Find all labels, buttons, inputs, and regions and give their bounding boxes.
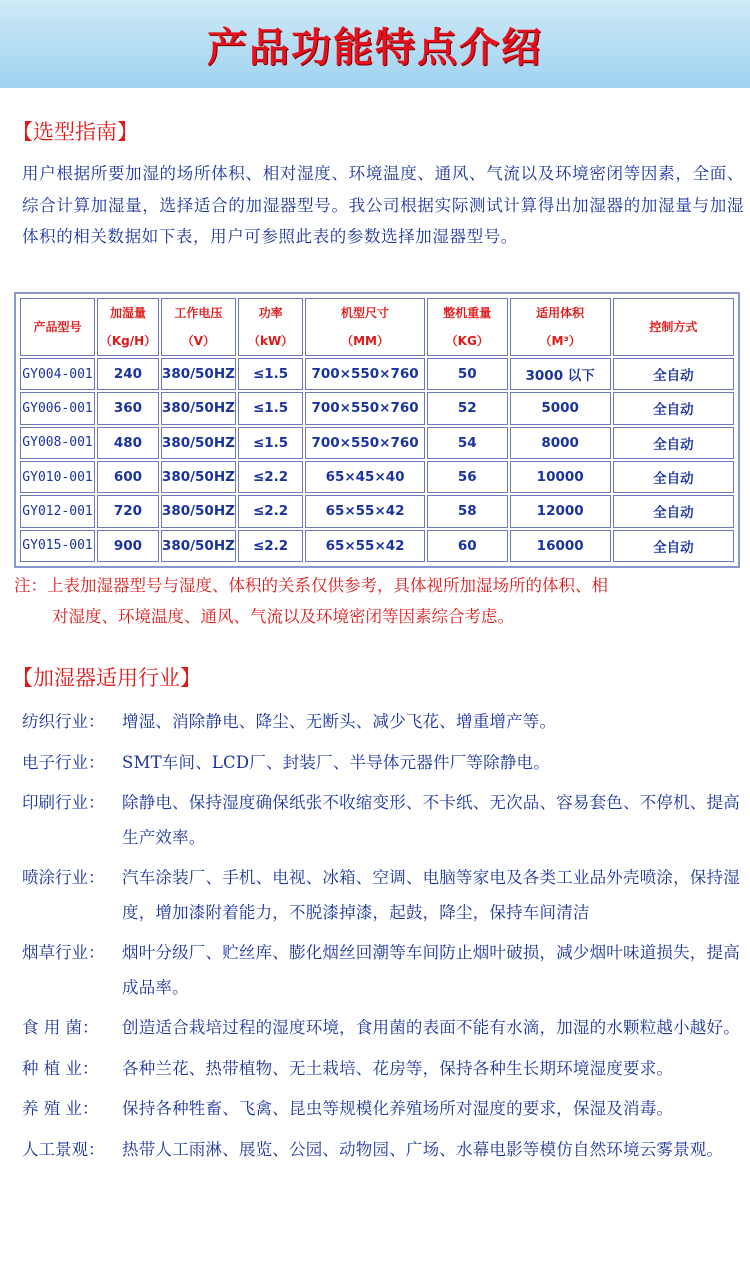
table-cell: 480 xyxy=(97,427,159,459)
table-note xyxy=(14,570,740,632)
table-header-cell xyxy=(238,298,303,356)
industry-label: 烟草行业： xyxy=(22,943,105,962)
table-cell: 720 xyxy=(97,495,159,527)
table-cell: 65×55×42 xyxy=(305,530,425,562)
table-cell: 360 xyxy=(97,392,159,424)
note-line-2: 对湿度、环境温度、通风、气流以及环境密闭等因素综合考虑。 xyxy=(52,607,514,626)
table-cell: ≤1.5 xyxy=(238,392,303,424)
table-cell: 全自动 xyxy=(613,392,734,424)
header-unit: （MM） xyxy=(341,334,389,348)
industry-item xyxy=(22,861,744,930)
table-row xyxy=(20,530,734,562)
table-header-cell xyxy=(510,298,611,356)
table-cell: 52 xyxy=(427,392,508,424)
table-cell: ≤1.5 xyxy=(238,427,303,459)
selection-guide-intro: 用户根据所要加湿的场所体积、相对湿度、环境温度、通风、气流以及环境密闭等因素，全面、综合计算加湿量，选择适合的加湿器型号。我公司根据实际测试计算得出加湿器的加湿量与加湿体积的相关数据如下表，用户可参照此表的参数选择加湿器型号。 xyxy=(22,164,744,246)
industry-label: 喷涂行业： xyxy=(22,868,105,887)
banner-title: 产品功能特点介绍 xyxy=(207,25,543,71)
table-cell: GY015-001 xyxy=(20,530,95,562)
table-row xyxy=(20,495,734,527)
header-label: 工作电压 xyxy=(174,306,223,320)
table-cell: 240 xyxy=(97,358,159,390)
header-unit: （KG） xyxy=(445,334,489,348)
table-cell: GY004-001 xyxy=(20,358,95,390)
table-cell: GY010-001 xyxy=(20,461,95,493)
industry-label: 电子行业： xyxy=(22,752,105,772)
table-cell: 900 xyxy=(97,530,159,562)
industry-item xyxy=(22,746,744,781)
table-header-row xyxy=(20,298,734,356)
industry-description: SMT车间、LCD厂、封装厂、半导体元器件厂等除静电。 xyxy=(122,752,550,772)
industries-heading: 【加湿器适用行业】 xyxy=(12,666,201,690)
industry-description: 热带人工雨淋、展览、公园、动物园、广场、水幕电影等模仿自然环境云雾景观。 xyxy=(122,1139,724,1159)
industry-item xyxy=(22,1011,744,1046)
header-unit: （M³） xyxy=(539,334,581,348)
industry-description: 创造适合栽培过程的湿度环境，食用菌的表面不能有水滴，加湿的水颗粒越小越好。 xyxy=(122,1018,740,1037)
table-header-cell xyxy=(161,298,236,356)
table-cell: 380/50HZ xyxy=(161,495,236,527)
table-cell: ≤1.5 xyxy=(238,358,303,390)
table-cell: ≤2.2 xyxy=(238,461,303,493)
table-row xyxy=(20,392,734,424)
table-cell: ≤2.2 xyxy=(238,495,303,527)
industry-list xyxy=(22,705,744,1173)
industry-description: 汽车涂装厂、手机、电视、冰箱、空调、电脑等家电及各类工业品外壳喷涂，保持湿度，增加漆附着能力，不脱漆掉漆，起鼓，降尘，保持车间清洁 xyxy=(122,868,740,922)
header-label: 整机重量 xyxy=(443,306,492,320)
table-cell: GY008-001 xyxy=(20,427,95,459)
industry-item xyxy=(22,936,744,1005)
spec-table-frame xyxy=(14,292,740,568)
table-cell: 全自动 xyxy=(613,530,734,562)
industry-label: 印刷行业： xyxy=(22,793,105,812)
table-header-cell xyxy=(20,298,95,356)
table-cell: 58 xyxy=(427,495,508,527)
table-cell: 12000 xyxy=(510,495,611,527)
table-cell: GY012-001 xyxy=(20,495,95,527)
header-unit: （Kg/H） xyxy=(99,334,157,348)
table-cell: 10000 xyxy=(510,461,611,493)
table-header-cell xyxy=(305,298,425,356)
header-label: 适用体积 xyxy=(536,306,585,320)
table-cell: 全自动 xyxy=(613,495,734,527)
industry-description: 增湿、消除静电、降尘、无断头、减少飞花、增重增产等。 xyxy=(122,712,557,731)
industry-item xyxy=(22,786,744,855)
table-row xyxy=(20,461,734,493)
industry-label: 养 殖 业： xyxy=(22,1099,99,1118)
table-cell: 全自动 xyxy=(613,427,734,459)
industry-item xyxy=(22,1092,744,1127)
industry-label: 种 植 业： xyxy=(22,1058,99,1078)
table-cell: 全自动 xyxy=(613,358,734,390)
table-cell: 54 xyxy=(427,427,508,459)
table-cell: 3000 以下 xyxy=(510,358,611,390)
spec-table xyxy=(18,296,736,564)
table-cell: 16000 xyxy=(510,530,611,562)
header-unit: （kW） xyxy=(247,334,294,348)
industry-label: 纺织行业： xyxy=(22,712,105,731)
table-cell: 700×550×760 xyxy=(305,392,425,424)
table-cell: 65×45×40 xyxy=(305,461,425,493)
header-label: 功率 xyxy=(258,306,283,320)
table-cell: 56 xyxy=(427,461,508,493)
industry-item xyxy=(22,705,744,740)
table-cell: GY006-001 xyxy=(20,392,95,424)
selection-guide-heading: 【选型指南】 xyxy=(12,120,138,144)
table-row xyxy=(20,427,734,459)
header-unit: （V） xyxy=(181,334,216,348)
note-line-1: 注：上表加湿器型号与湿度、体积的关系仅供参考，具体视所加湿场所的体积、相 xyxy=(14,576,608,595)
industry-description: 烟叶分级厂、贮丝库、膨化烟丝回潮等车间防止烟叶破损，减少烟叶味道损失，提高成品率。 xyxy=(122,943,740,997)
industry-item xyxy=(22,1133,744,1168)
table-cell: 全自动 xyxy=(613,461,734,493)
table-cell: 60 xyxy=(427,530,508,562)
table-cell: 380/50HZ xyxy=(161,427,236,459)
table-cell: 380/50HZ xyxy=(161,392,236,424)
industry-description: 除静电、保持湿度确保纸张不收缩变形、不卡纸、无次品、容易套色、不停机、提高生产效率。 xyxy=(122,793,740,847)
table-cell: 700×550×760 xyxy=(305,358,425,390)
title-banner xyxy=(0,0,750,88)
table-header-cell xyxy=(427,298,508,356)
table-cell: 380/50HZ xyxy=(161,358,236,390)
table-row xyxy=(20,358,734,390)
industry-description: 各种兰花、热带植物、无土栽培、花房等，保持各种生长期环境湿度要求。 xyxy=(122,1058,674,1078)
industry-description: 保持各种牲畜、飞禽、昆虫等规模化养殖场所对湿度的要求，保湿及消毒。 xyxy=(122,1099,674,1118)
table-cell: 700×550×760 xyxy=(305,427,425,459)
header-label: 机型尺寸 xyxy=(341,306,390,320)
table-cell: 8000 xyxy=(510,427,611,459)
table-cell: 380/50HZ xyxy=(161,461,236,493)
industry-label: 人工景观： xyxy=(22,1139,105,1159)
table-cell: 5000 xyxy=(510,392,611,424)
industry-label: 食 用 菌： xyxy=(22,1018,99,1037)
table-cell: 50 xyxy=(427,358,508,390)
header-label: 产品型号 xyxy=(33,320,82,334)
industry-item xyxy=(22,1052,744,1087)
table-cell: ≤2.2 xyxy=(238,530,303,562)
table-cell: 65×55×42 xyxy=(305,495,425,527)
header-label: 加湿量 xyxy=(109,306,146,320)
table-header-cell xyxy=(613,298,734,356)
table-cell: 380/50HZ xyxy=(161,530,236,562)
header-label: 控制方式 xyxy=(649,320,698,334)
table-header-cell xyxy=(97,298,159,356)
table-cell: 600 xyxy=(97,461,159,493)
